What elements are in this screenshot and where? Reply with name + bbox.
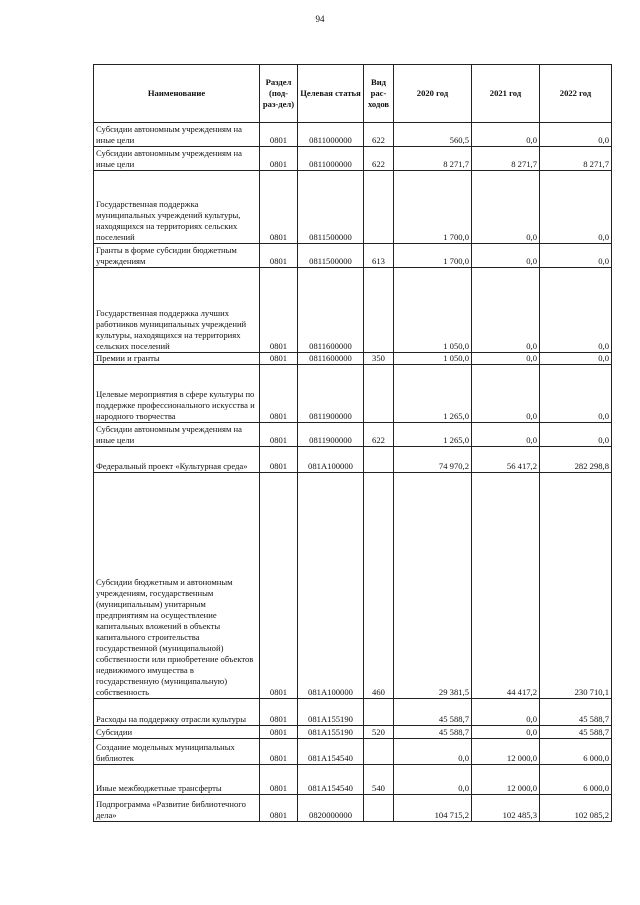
row-target: 0811500000 bbox=[298, 244, 364, 268]
row-target: 081A155190 bbox=[298, 699, 364, 726]
row-target: 0820000000 bbox=[298, 795, 364, 822]
row-2022: 102 085,2 bbox=[540, 795, 612, 822]
row-section: 0801 bbox=[260, 147, 298, 171]
row-type: 540 bbox=[364, 765, 394, 795]
row-type: 350 bbox=[364, 353, 394, 365]
row-2022: 0,0 bbox=[540, 353, 612, 365]
table-row bbox=[94, 353, 612, 365]
row-2021: 0,0 bbox=[472, 365, 540, 423]
header-type: Вид рас-ходов bbox=[364, 65, 394, 123]
row-target: 0811900000 bbox=[298, 423, 364, 447]
row-type: 520 bbox=[364, 726, 394, 739]
row-name: Гранты в форме субсидии бюджетным учреждениям bbox=[94, 244, 260, 268]
row-2021: 56 417,2 bbox=[472, 447, 540, 473]
row-type: 622 bbox=[364, 147, 394, 171]
table-row bbox=[94, 473, 612, 699]
header-row bbox=[94, 65, 612, 123]
row-2021: 12 000,0 bbox=[472, 739, 540, 765]
row-2022: 6 000,0 bbox=[540, 765, 612, 795]
table-row bbox=[94, 447, 612, 473]
row-type bbox=[364, 365, 394, 423]
row-target: 081A100000 bbox=[298, 473, 364, 699]
row-2021: 0,0 bbox=[472, 171, 540, 244]
table-row bbox=[94, 365, 612, 423]
row-2021: 12 000,0 bbox=[472, 765, 540, 795]
header-2021: 2021 год bbox=[472, 65, 540, 123]
header-2020: 2020 год bbox=[394, 65, 472, 123]
row-2020: 29 381,5 bbox=[394, 473, 472, 699]
table-row bbox=[94, 123, 612, 147]
page-number: 94 bbox=[315, 14, 325, 24]
row-type: 622 bbox=[364, 423, 394, 447]
row-2022: 0,0 bbox=[540, 365, 612, 423]
table-row bbox=[94, 171, 612, 244]
row-section: 0801 bbox=[260, 765, 298, 795]
row-2021: 8 271,7 bbox=[472, 147, 540, 171]
row-name: Субсидии автономным учреждениям на иные цели bbox=[94, 423, 260, 447]
row-2020: 8 271,7 bbox=[394, 147, 472, 171]
row-name: Субсидии автономным учреждениям на иные цели bbox=[94, 147, 260, 171]
row-2020: 45 588,7 bbox=[394, 699, 472, 726]
row-section: 0801 bbox=[260, 726, 298, 739]
row-name: Расходы на поддержку отрасли культуры bbox=[94, 699, 260, 726]
row-2022: 0,0 bbox=[540, 171, 612, 244]
header-name: Наименование bbox=[94, 65, 260, 123]
row-2020: 104 715,2 bbox=[394, 795, 472, 822]
row-name: Субсидии бюджетным и автономным учреждениям, государственным (муниципальным) унитарным предприятиям на осуществление капитальных вложений в объекты капитального строительства государственной (муниципальной) собственности или приобретение объектов недвижимого имущества в государственную (муниципальную) собственность bbox=[94, 473, 260, 699]
row-section: 0801 bbox=[260, 423, 298, 447]
row-2020: 1 050,0 bbox=[394, 268, 472, 353]
row-target: 0811500000 bbox=[298, 171, 364, 244]
row-target: 0811000000 bbox=[298, 147, 364, 171]
row-target: 0811600000 bbox=[298, 353, 364, 365]
row-target: 0811000000 bbox=[298, 123, 364, 147]
row-name: Подпрограмма «Развитие библиотечного дела» bbox=[94, 795, 260, 822]
row-2020: 1 700,0 bbox=[394, 244, 472, 268]
row-2020: 1 700,0 bbox=[394, 171, 472, 244]
row-target: 081A155190 bbox=[298, 726, 364, 739]
row-section: 0801 bbox=[260, 244, 298, 268]
row-2020: 74 970,2 bbox=[394, 447, 472, 473]
row-2022: 0,0 bbox=[540, 268, 612, 353]
row-2020: 1 265,0 bbox=[394, 365, 472, 423]
row-2021: 0,0 bbox=[472, 268, 540, 353]
row-target: 081A100000 bbox=[298, 447, 364, 473]
row-name: Иные межбюджетные трансферты bbox=[94, 765, 260, 795]
table-row bbox=[94, 268, 612, 353]
row-type bbox=[364, 268, 394, 353]
table-row bbox=[94, 726, 612, 739]
row-2021: 0,0 bbox=[472, 353, 540, 365]
row-2021: 102 485,3 bbox=[472, 795, 540, 822]
row-name: Создание модельных муниципальных библиотек bbox=[94, 739, 260, 765]
row-target: 081A154540 bbox=[298, 765, 364, 795]
row-name: Государственная поддержка лучших работников муниципальных учреждений культуры, находящихся на территориях сельских поселений bbox=[94, 268, 260, 353]
row-2020: 0,0 bbox=[394, 739, 472, 765]
row-target: 0811600000 bbox=[298, 268, 364, 353]
table-row bbox=[94, 699, 612, 726]
header-section: Раздел (под-раз-дел) bbox=[260, 65, 298, 123]
row-2022: 45 588,7 bbox=[540, 699, 612, 726]
row-section: 0801 bbox=[260, 365, 298, 423]
row-section: 0801 bbox=[260, 739, 298, 765]
row-type bbox=[364, 795, 394, 822]
row-2021: 0,0 bbox=[472, 123, 540, 147]
row-2020: 0,0 bbox=[394, 765, 472, 795]
row-section: 0801 bbox=[260, 353, 298, 365]
row-name: Государственная поддержка муниципальных учреждений культуры, находящихся на территориях сельских поселений bbox=[94, 171, 260, 244]
row-2022: 45 588,7 bbox=[540, 726, 612, 739]
row-target: 081A154540 bbox=[298, 739, 364, 765]
header-2022: 2022 год bbox=[540, 65, 612, 123]
row-section: 0801 bbox=[260, 268, 298, 353]
row-name: Субсидии bbox=[94, 726, 260, 739]
row-2020: 560,5 bbox=[394, 123, 472, 147]
row-name: Целевые мероприятия в сфере культуры по поддержке профессионального искусства и народного творчества bbox=[94, 365, 260, 423]
row-2020: 1 265,0 bbox=[394, 423, 472, 447]
row-name: Субсидии автономным учреждениям на иные цели bbox=[94, 123, 260, 147]
row-2022: 0,0 bbox=[540, 244, 612, 268]
row-section: 0801 bbox=[260, 699, 298, 726]
row-type bbox=[364, 171, 394, 244]
row-name: Премии и гранты bbox=[94, 353, 260, 365]
row-2021: 0,0 bbox=[472, 423, 540, 447]
row-2022: 282 298,8 bbox=[540, 447, 612, 473]
budget-table bbox=[93, 64, 612, 822]
row-section: 0801 bbox=[260, 123, 298, 147]
row-2021: 0,0 bbox=[472, 244, 540, 268]
row-type bbox=[364, 739, 394, 765]
table-row bbox=[94, 147, 612, 171]
row-2022: 6 000,0 bbox=[540, 739, 612, 765]
row-2021: 0,0 bbox=[472, 726, 540, 739]
row-target: 0811900000 bbox=[298, 365, 364, 423]
table-row bbox=[94, 423, 612, 447]
row-2021: 44 417,2 bbox=[472, 473, 540, 699]
row-2021: 0,0 bbox=[472, 699, 540, 726]
row-type bbox=[364, 447, 394, 473]
row-section: 0801 bbox=[260, 171, 298, 244]
row-2022: 0,0 bbox=[540, 423, 612, 447]
table-row bbox=[94, 739, 612, 765]
header-target: Целевая статья bbox=[298, 65, 364, 123]
table-row bbox=[94, 765, 612, 795]
row-2022: 0,0 bbox=[540, 123, 612, 147]
row-2022: 230 710,1 bbox=[540, 473, 612, 699]
table-row bbox=[94, 795, 612, 822]
row-section: 0801 bbox=[260, 795, 298, 822]
row-section: 0801 bbox=[260, 447, 298, 473]
row-2022: 8 271,7 bbox=[540, 147, 612, 171]
table-row bbox=[94, 244, 612, 268]
row-type bbox=[364, 699, 394, 726]
row-type: 613 bbox=[364, 244, 394, 268]
row-section: 0801 bbox=[260, 473, 298, 699]
row-2020: 1 050,0 bbox=[394, 353, 472, 365]
row-type: 460 bbox=[364, 473, 394, 699]
row-name: Федеральный проект «Культурная среда» bbox=[94, 447, 260, 473]
row-type: 622 bbox=[364, 123, 394, 147]
row-2020: 45 588,7 bbox=[394, 726, 472, 739]
